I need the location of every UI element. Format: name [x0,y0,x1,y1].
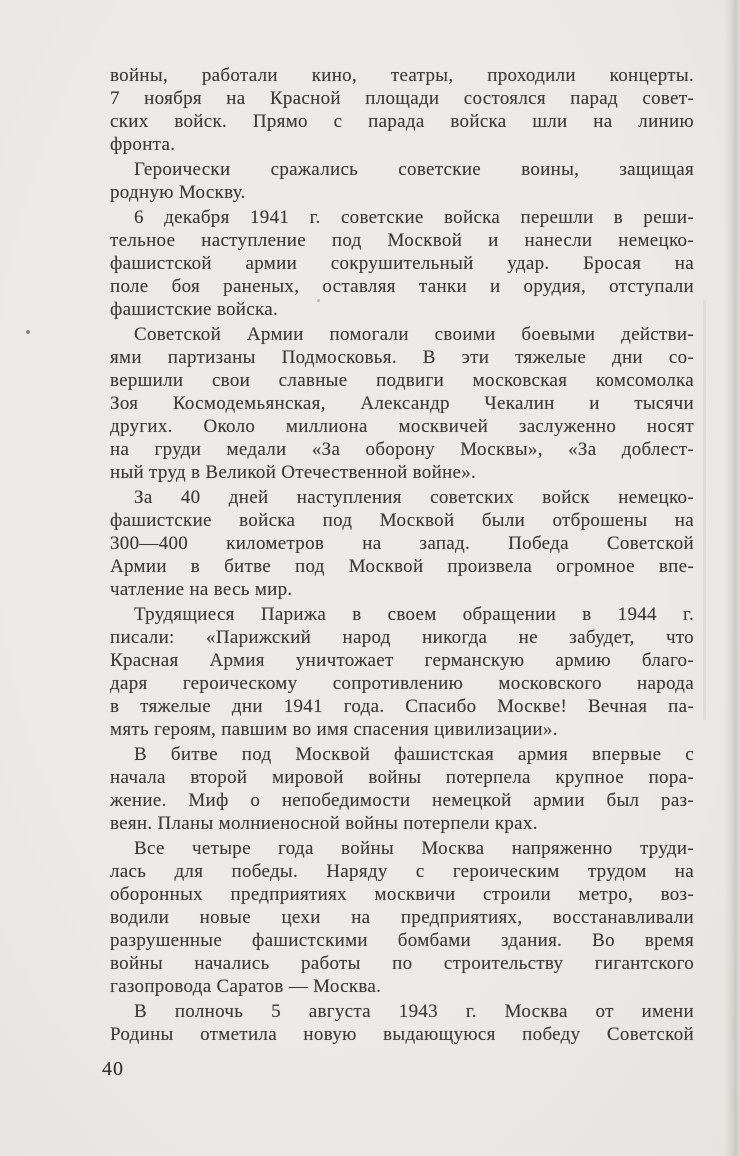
paragraph [110,64,694,156]
paragraph [110,743,694,835]
text-line: Зоя Космодемьянская, Александр Чекалин и тысячи [110,393,694,414]
text-line: 7 ноября на Красной площади состоялся парад совет- [110,88,694,109]
text-line: Все четыре года войны Москва напряженно труди- [134,838,694,859]
text-line: водили новые цехи на предприятиях, восстанавливали [110,907,694,928]
text-line: родную Москву. [110,182,246,203]
text-line: Армии в битве под Москвой произвела огромное впе- [110,556,694,577]
text-line: войны, работали кино, театры, проходили концерты. [110,65,694,86]
text-line: жение. Миф о непобедимости немецкой армии был раз- [110,790,694,811]
text-line: в тяжелые дни 1941 года. Спасибо Москве! Вечная па- [110,696,694,717]
text-line: даря героическому сопротивлению московского народа [110,673,694,694]
page-edge-shading [703,300,706,720]
text-line: фашистской армии сокрушительный удар. Бросая на [110,253,694,274]
paragraph [110,837,694,998]
text-line: мять героям, павшим во имя спасения цивилизации». [110,719,558,740]
paragraph [110,206,694,321]
paragraph [110,603,694,741]
text-line: Родины отметила новую выдающуюся победу Советской [110,1024,694,1045]
text-line: тельное наступление под Москвой и нанесли немецко- [110,230,694,251]
ink-speck [26,330,30,334]
text-line: Советской Армии помогали своими боевыми действи- [134,324,694,345]
paragraph [110,486,694,601]
page-text [110,64,694,1048]
text-line: 6 декабря 1941 г. советские войска перешли в реши- [134,207,694,228]
text-line: на груди медали «За оборону Москвы», «За доблест- [110,439,694,460]
text-line: фашистские войска. [110,299,278,320]
paragraph [110,1000,694,1046]
text-line: поле боя раненых, оставляя танки и орудия, отступали [110,276,694,297]
text-line: лась для победы. Наряду с героическим трудом на [110,861,694,882]
text-line: чатление на весь мир. [110,579,293,600]
text-line: начала второй мировой войны потерпела крупное пора- [110,767,694,788]
text-line: писали: «Парижский народ никогда не забудет, что [110,627,694,648]
text-line: В битве под Москвой фашистская армия впервые с [134,744,694,765]
text-line: войны начались работы по строительству гигантского [110,953,694,974]
text-line: газопровода Саратов — Москва. [110,976,382,997]
ink-speck [317,299,320,302]
text-line: Красная Армия уничтожает германскую армию благо- [110,650,694,671]
text-line: оборонных предприятиях москвичи строили метро, воз- [110,884,694,905]
text-line: Героически сражались советские воины, защищая [134,159,694,180]
text-line: вершили свои славные подвиги московская комсомолка [110,370,694,391]
text-line: Трудящиеся Парижа в своем обращении в 1944 г. [134,604,694,625]
text-line: В полночь 5 августа 1943 г. Москва от имени [134,1001,694,1022]
text-line: фронта. [110,134,176,155]
text-line: 300—400 километров на запад. Победа Советской [110,533,694,554]
text-line: За 40 дней наступления советских войск немецко- [134,487,694,508]
paragraph [110,158,694,204]
text-line: других. Около миллиона москвичей заслуженно носят [110,416,694,437]
text-line: веян. Планы молниеносной войны потерпели крах. [110,813,538,834]
text-line: разрушенные фашистскими бомбами здания. Во время [110,930,694,951]
paragraph [110,323,694,484]
page-number: 40 [102,1058,124,1080]
text-line: ских войск. Прямо с парада войска шли на линию [110,111,694,132]
page-edge-shading [724,0,740,1156]
text-line: ями партизаны Подмосковья. В эти тяжелые дни со- [110,347,694,368]
text-line: фашистские войска под Москвой были отброшены на [110,510,694,531]
text-line: ный труд в Великой Отечественной войне». [110,462,477,483]
